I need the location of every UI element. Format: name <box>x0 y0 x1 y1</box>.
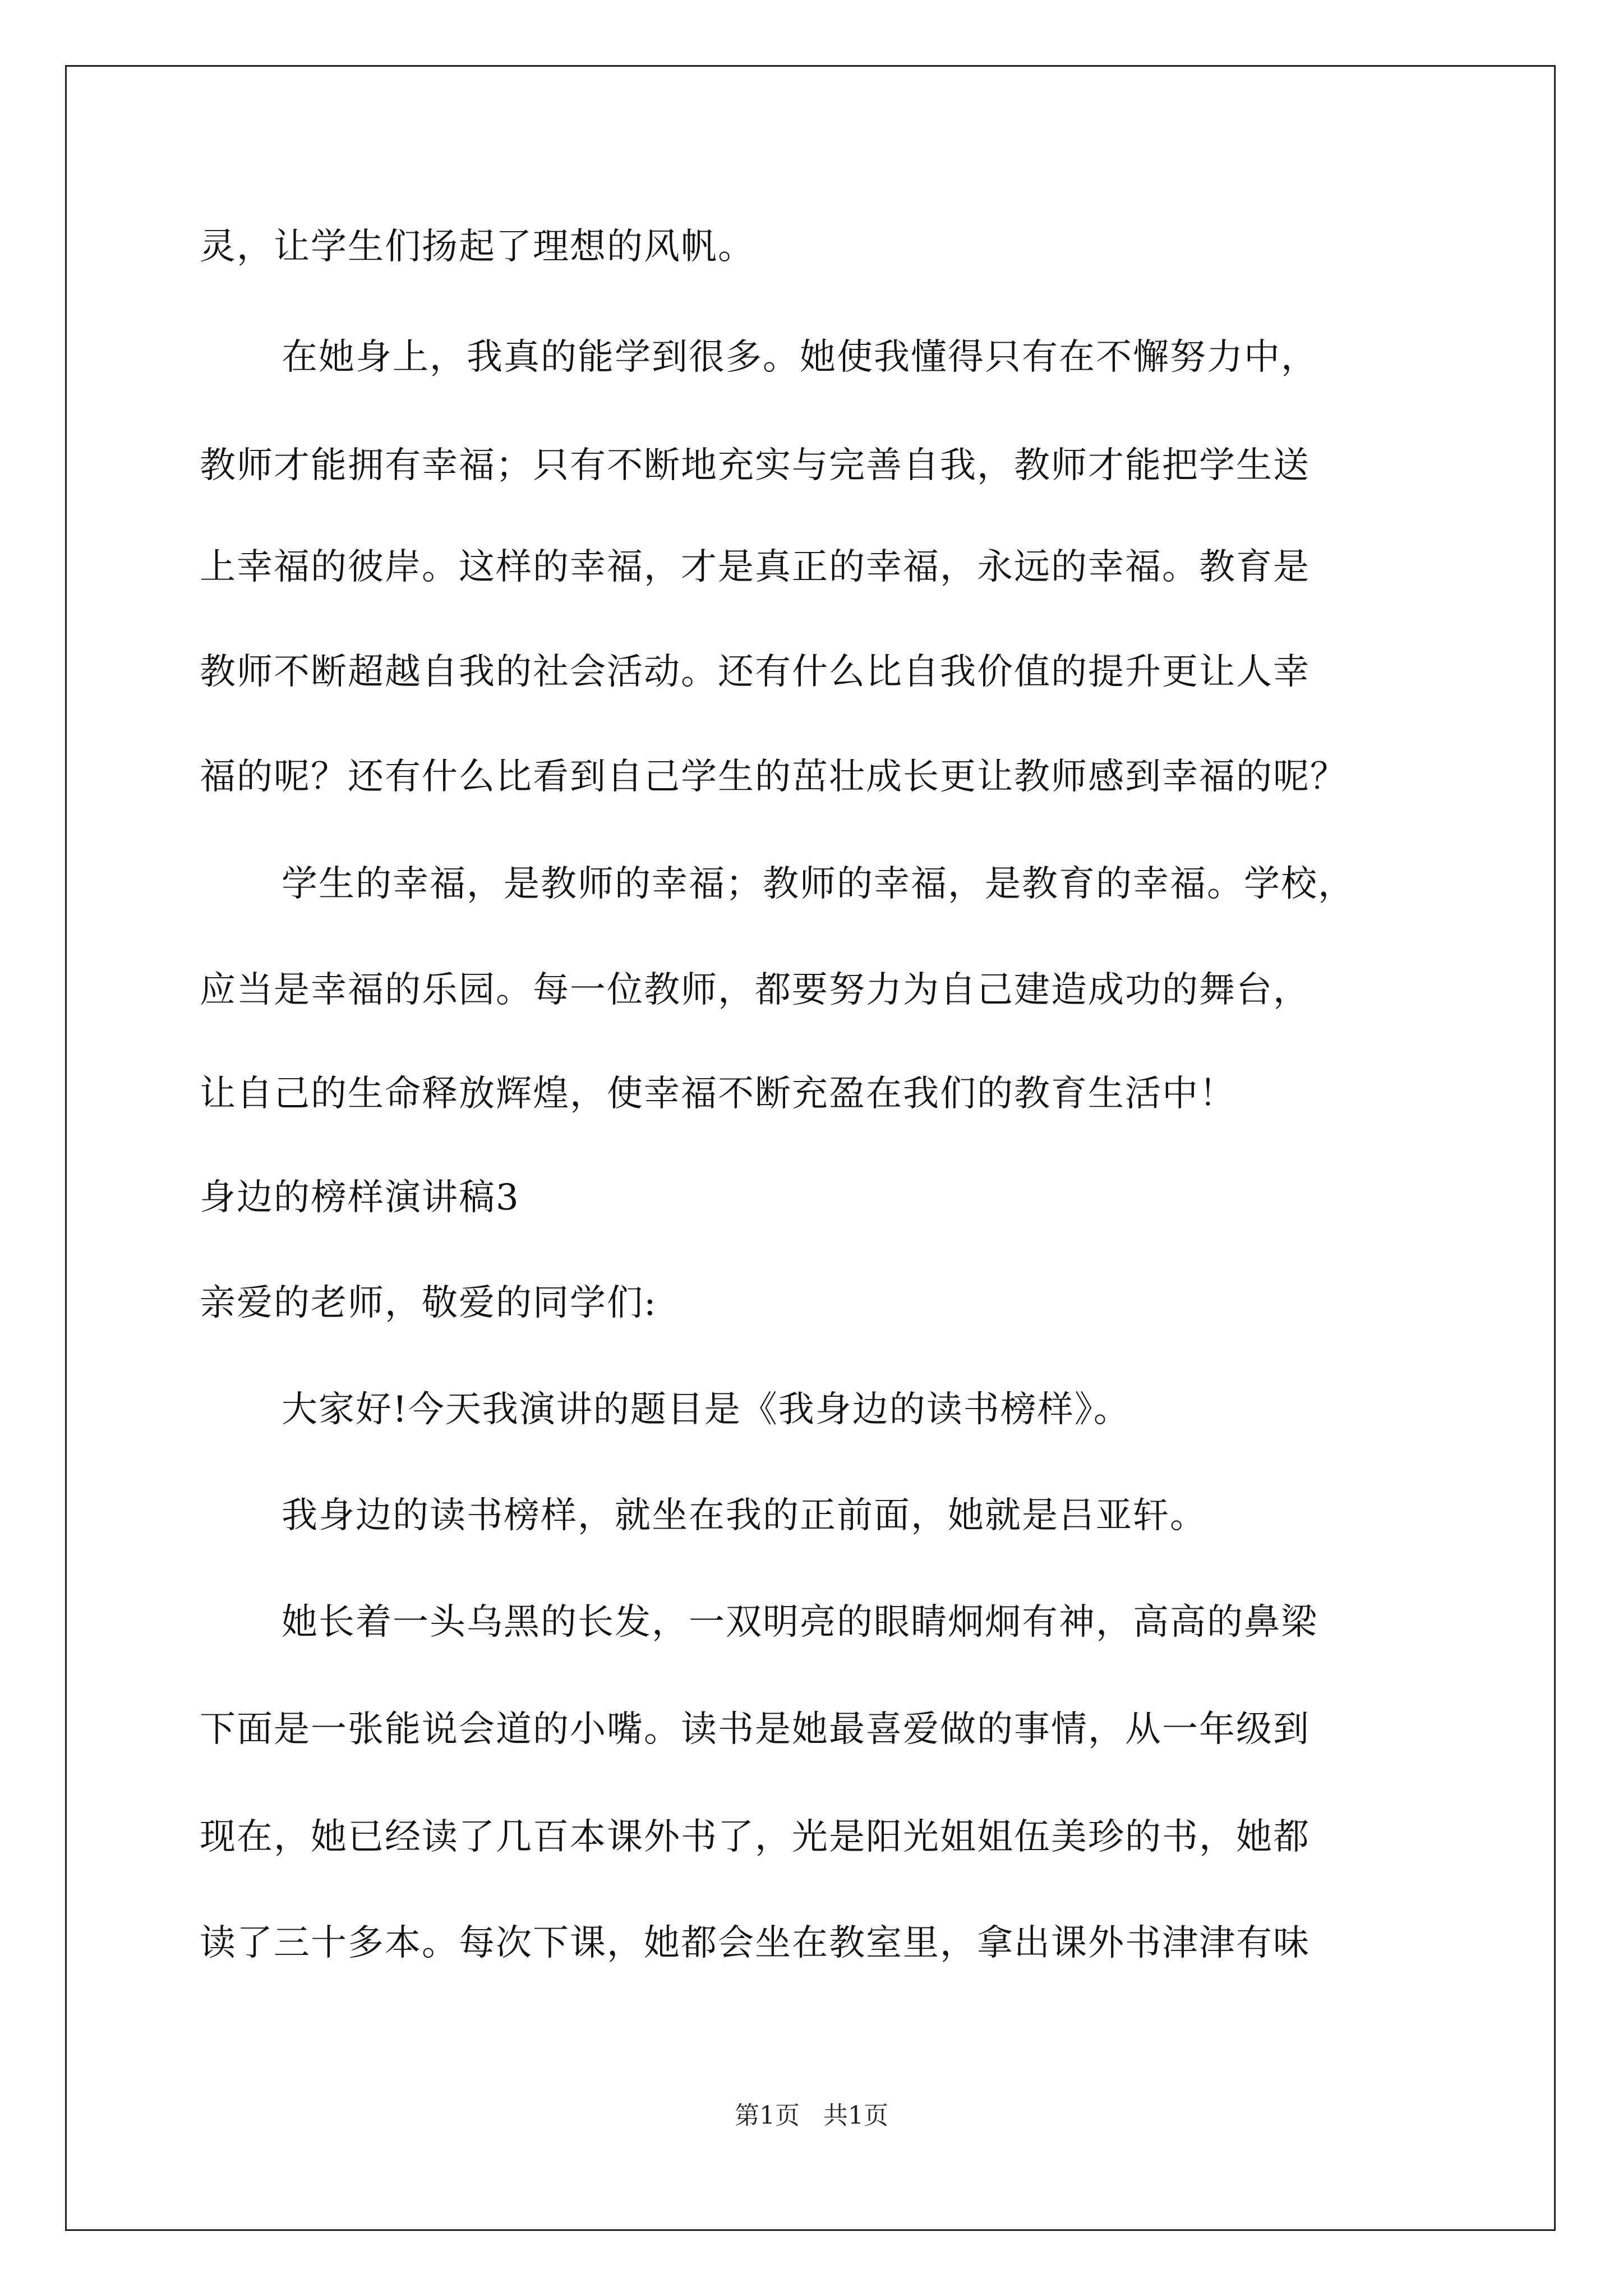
text-line: 应当是幸福的乐园。每一位教师，都要努力为自己建造成功的舞台， <box>200 969 1310 1011</box>
page-number: 第1页 <box>735 2101 800 2130</box>
text-line: 她长着一头乌黑的长发，一双明亮的眼睛炯炯有神，高高的鼻梁 <box>282 1602 1318 1643</box>
text-line: 让自己的生命释放辉煌，使幸福不断充盈在我们的教育生活中！ <box>200 1073 1236 1115</box>
text-line: 福的呢？还有什么比看到自己学生的茁壮成长更让教师感到幸福的呢？ <box>200 756 1347 798</box>
text-line: 读了三十多本。每次下课，她都会坐在教室里，拿出课外书津津有味 <box>200 1922 1310 1964</box>
text-line: 教师才能拥有幸福；只有不断地充实与完善自我，教师才能把学生送 <box>200 445 1310 486</box>
text-line: 教师不断超越自我的社会活动。还有什么比自我价值的提升更让人幸 <box>200 651 1310 693</box>
text-line: 我身边的读书榜样，就坐在我的正前面，她就是吕亚轩。 <box>282 1495 1207 1536</box>
text-line: 现在，她已经读了几百本课外书了，光是阳光姐姐伍美珍的书，她都 <box>200 1816 1310 1858</box>
page-border <box>65 65 1556 2231</box>
page-total: 共1页 <box>823 2101 888 2130</box>
text-line: 上幸福的彼岸。这样的幸福，才是真正的幸福，永远的幸福。教育是 <box>200 546 1310 588</box>
text-line: 学生的幸福，是教师的幸福；教师的幸福，是教育的幸福。学校， <box>282 863 1355 905</box>
page-footer <box>0 2099 1623 2133</box>
text-line: 在她身上，我真的能学到很多。她使我懂得只有在不懈努力中， <box>282 337 1318 378</box>
text-line: 下面是一张能说会道的小嘴。读书是她最喜爱做的事情，从一年级到 <box>200 1709 1310 1750</box>
text-line: 灵，让学生们扬起了理想的风帆。 <box>200 226 755 268</box>
text-line: 亲爱的老师，敬爱的同学们: <box>200 1282 657 1324</box>
text-line: 大家好!今天我演讲的题目是《我身边的读书榜样》。 <box>282 1389 1131 1430</box>
section-heading: 身边的榜样演讲稿3 <box>200 1177 520 1218</box>
